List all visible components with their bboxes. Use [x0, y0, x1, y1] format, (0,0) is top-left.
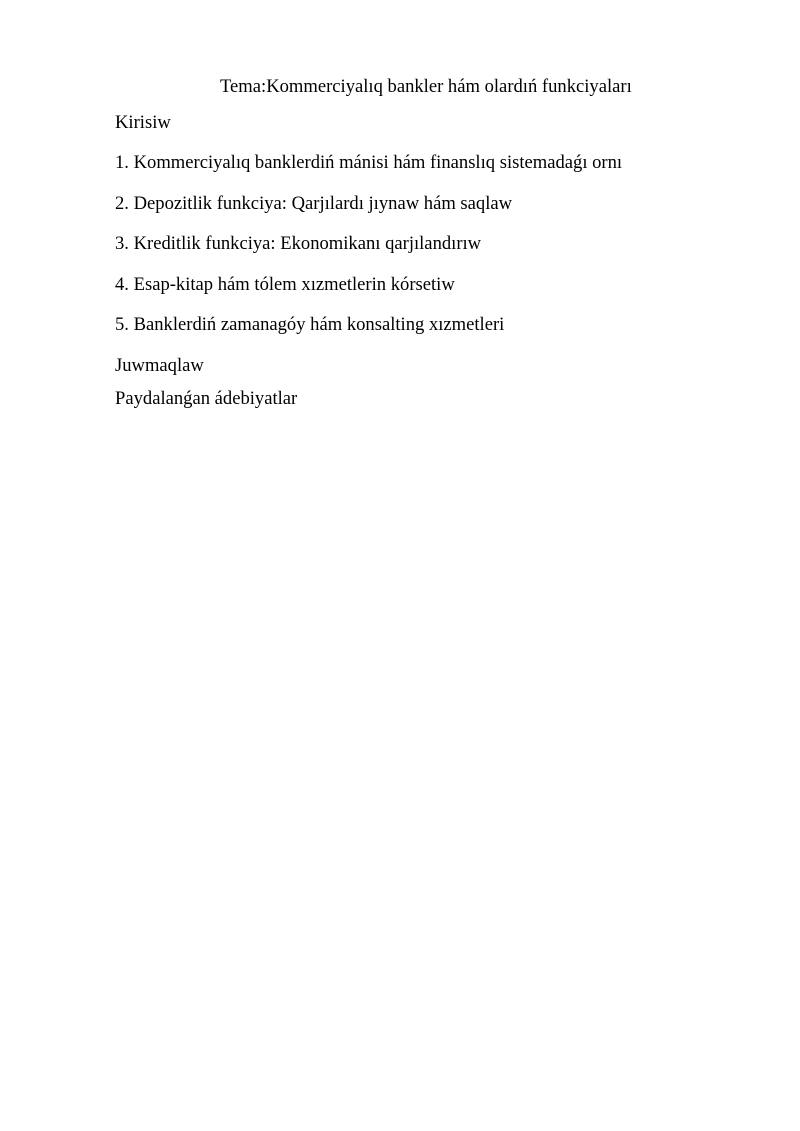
toc-section-2: 2. Depozitlik funkciya: Qarjılardı jıynaw hám saqlaw: [115, 193, 513, 214]
toc-section-5: 5. Banklerdiń zamanagóy hám konsalting xızmetleri: [115, 314, 505, 335]
toc-section-4: 4. Esap-kitap hám tólem xızmetlerin kórsetiw: [115, 274, 455, 295]
toc-references: Paydalanǵan ádebiyatlar: [115, 388, 298, 409]
toc-section-3: 3. Kreditlik funkciya: Ekonomikanı qarjılandırıw: [115, 233, 482, 254]
toc-conclusion: Juwmaqlaw: [115, 355, 204, 376]
document-title: Tema:Kommerciyalıq bankler hám olardıń funkciyaları: [220, 76, 632, 97]
toc-section-1: 1. Kommerciyalıq banklerdiń mánisi hám finanslıq sistemadaǵı ornı: [115, 152, 623, 173]
toc-intro: Kirisiw: [115, 112, 171, 133]
